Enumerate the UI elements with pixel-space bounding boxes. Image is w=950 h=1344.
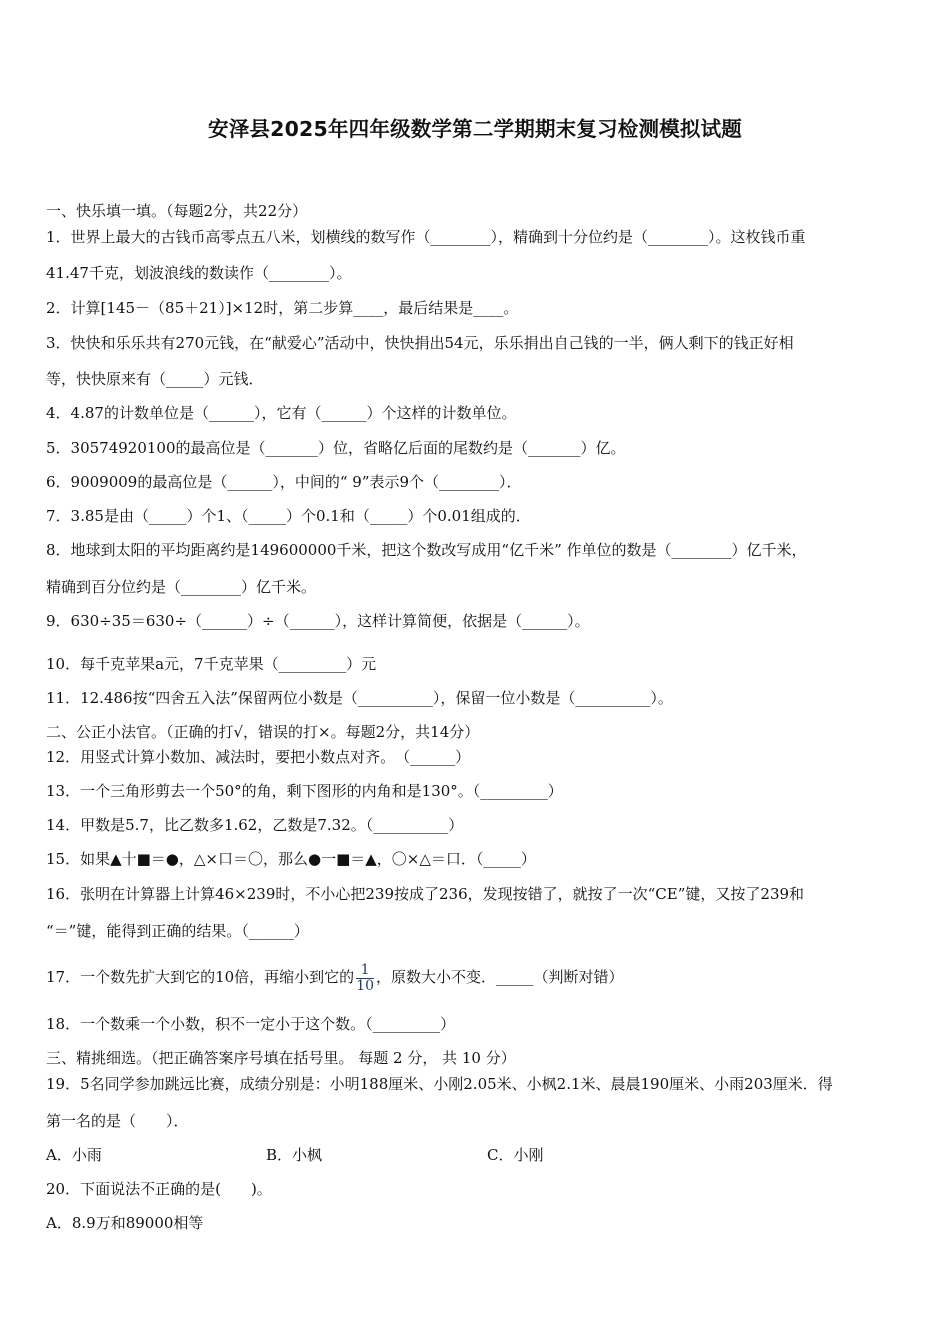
exam-title: 安泽县2025年四年级数学第二学期期末复习检测模拟试题 <box>208 117 742 141</box>
section-2-heading: 二、公正小法官。（正确的打√，错误的打×。每题2分，共14分） <box>46 723 480 741</box>
question-5: 5．30574920100的最高位是（_______）位，省略亿后面的尾数约是（_______）亿。 <box>46 439 626 457</box>
question-4: 4．4.87的计数单位是（______），它有（______）个这样的计数单位。 <box>46 404 517 422</box>
question-20-option-a: A．8.9万和89000相等 <box>46 1214 204 1232</box>
question-16-line-2: “＝”键，能得到正确的结果。（______） <box>46 922 309 940</box>
question-6: 6．9009009的最高位是（______），中间的“ 9”表示9个（________）． <box>46 473 522 491</box>
question-19-option-c: C．小刚 <box>487 1146 544 1164</box>
question-3-line-1: 3．快快和乐乐共有270元钱，在“献爱心”活动中，快快捐出54元，乐乐捐出自己钱的一半，俩人剩下的钱正好相 <box>46 334 794 352</box>
question-8-line-1: 8．地球到太阳的平均距离约是149600000千米，把这个数改写成用“亿千米” 作单位的数是（________）亿千米， <box>46 541 807 559</box>
question-12: 12．用竖式计算小数加、减法时，要把小数点对齐。 （______） <box>46 748 471 766</box>
question-2: 2．计算[145－（85＋21）]×12时，第二步算____，最后结果是____。 <box>46 299 519 317</box>
question-8-line-2: 精确到百分位约是（________）亿千米。 <box>46 578 317 596</box>
fraction-one-tenth <box>356 963 374 994</box>
fraction-denominator: 10 <box>356 977 375 994</box>
question-19-option-b: B．小枫 <box>266 1146 323 1164</box>
section-3-heading: 三、精挑细选。（把正确答案序号填在括号里。 每题 2 分， 共 10 分） <box>46 1049 516 1067</box>
question-20: 20．下面说法不正确的是( )。 <box>46 1180 272 1198</box>
question-11: 11．12.486按“四舍五入法”保留两位小数是（__________），保留一位小数是（__________）。 <box>46 689 673 707</box>
question-1-line-1: 1．世界上最大的古钱币高零点五八米，划横线的数写作（________），精确到十分位约是（________）。这枚钱币重 <box>46 228 806 246</box>
question-17 <box>46 957 910 997</box>
question-17-suffix: ，原数大小不变．_____（判断对错） <box>376 968 624 986</box>
question-18: 18．一个数乘一个小数，积不一定小于这个数。（_________） <box>46 1015 456 1033</box>
question-1-line-2: 41.47千克，划波浪线的数读作（________）。 <box>46 264 352 282</box>
question-3-line-2: 等，快快原来有（_____）元钱． <box>46 370 264 388</box>
section-1-heading: 一、快乐填一填。（每题2分，共22分） <box>46 202 308 220</box>
question-13: 13．一个三角形剪去一个50°的角，剩下图形的内角和是130°。（_________） <box>46 782 563 800</box>
question-19-line-2: 第一名的是（ ）． <box>46 1112 189 1130</box>
question-17-prefix: 17．一个数先扩大到它的10倍，再缩小到它的 <box>46 968 355 986</box>
question-16-line-1: 16．张明在计算器上计算46×239时，不小心把239按成了236，发现按错了，就按了一次“CE”键，又按了239和 <box>46 885 805 903</box>
fraction-numerator: 1 <box>356 963 374 979</box>
question-15: 15．如果▲十■＝●，△×口＝〇，那么●一■＝▲，〇×△＝口．（_____） <box>46 850 536 868</box>
question-19-line-1: 19．5名同学参加跳远比赛，成绩分别是：小明188厘米、小刚2.05米、小枫2.1米、晨晨190厘米、小雨203厘米．得 <box>46 1075 833 1093</box>
question-10: 10．每千克苹果a元，7千克苹果（_________）元 <box>46 655 377 673</box>
question-14: 14．甲数是5.7，比乙数多1.62，乙数是7.32。（__________） <box>46 816 464 834</box>
question-7: 7．3.85是由（_____）个1、（_____）个0.1和（_____）个0.01组成的． <box>46 507 531 525</box>
question-19-option-a: A．小雨 <box>46 1146 102 1164</box>
question-9: 9．630÷35＝630÷（______）÷（______），这样计算简便，依据是（______）。 <box>46 612 590 630</box>
